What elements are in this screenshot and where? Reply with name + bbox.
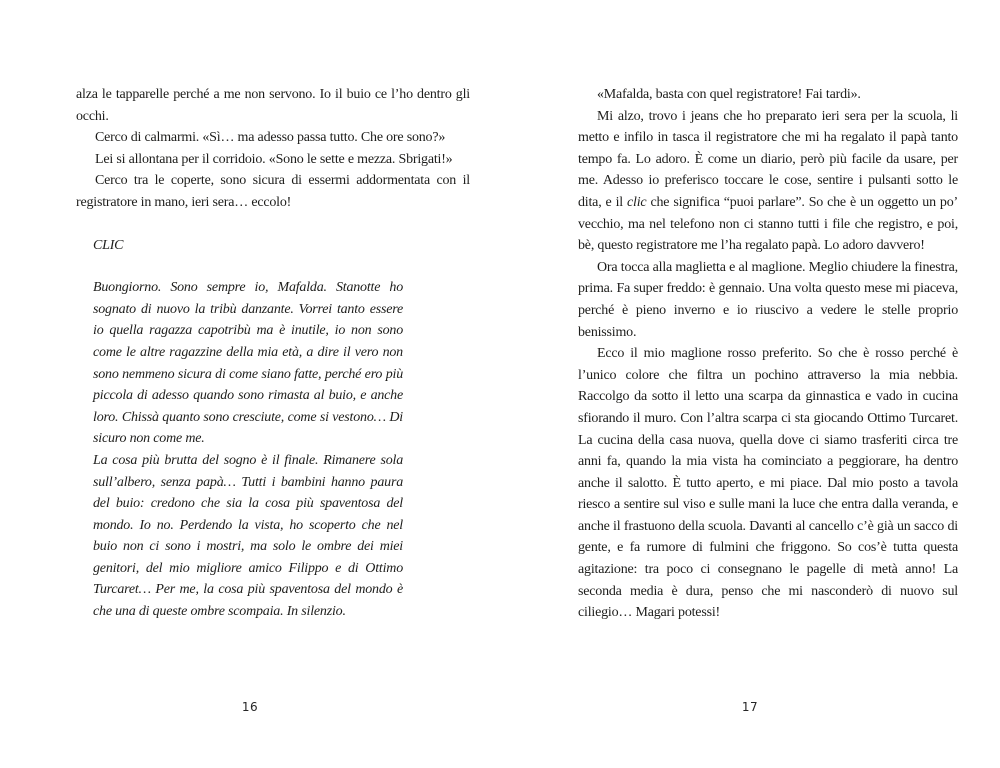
paragraph: Cerco di calmarmi. «Sì… ma adesso passa tutto. Che ore sono?» — [95, 130, 446, 146]
paragraph: Ecco il mio maglione rosso preferito. So che è rosso perché è l’unico colore che filtra un pochino attraverso la mia nebbia. Raccolgo da sotto il letto una scarpa da ginnastica e vado in cucina sfiorando il muro. Con l’altra scarpa ci sta giocando Ottimo Turcaret. La cucina della casa nuova, quella dove ci siamo trasferiti circa tre anni fa, quando la mia vista ha cominciato a peggiorare, ha dentro anche il salotto. È tutto aperto, e mi piace. Dal mio posto a tavola riesco a sentire sul viso e sulle mani la luce che entra dalla veranda, e anche il frastuono della scuola. Davanti al cancello c’è già un sacco di gente, e fa rumore di fulmini che friggono. So cos’è tutta questa agitazione: tra poco ci consegnano le pagelle di metà anno! La seconda media è dura, penso che mi nasconderò di nuovo sul ciliegio… Magari potessi! — [578, 346, 958, 621]
paragraph-continuation: alza le tapparelle perché a me non servono. Io il buio ce l’ho dentro gli occhi. — [76, 87, 470, 124]
recording-paragraph: La cosa più brutta del sogno è il finale. Rimanere sola sull’albero, senza papà… Tutti i bambini hanno paura del buio: credono che sia la cosa più spaventosa del mondo. Io no. Perdendo la vista, ho scoperto che nel buio non ci sono i mostri, ma solo le ombre dei miei genitori, del mio migliore amico Filippo e di Ottimo Turcaret… Per me, la cosa più spaventosa del mondo è che una di queste ombre scompaia. In silenzio. — [93, 452, 403, 620]
paragraph: Cerco tra le coperte, sono sicura di essermi addormentata con il registratore in mano, ieri sera… eccolo! — [76, 173, 470, 210]
italicized-word-clic: clic — [627, 194, 647, 210]
recording-paragraph: Buongiorno. Sono sempre io, Mafalda. Stanotte ho sognato di nuovo la tribù danzante. Vorrei tanto essere io quella ragazza capotribù ma è inutile, io non sono come le altre ragazzine della mia età, a dire il vero non sono nemmeno sicura di come siano fatte, perché ero più piccola di adesso quando sono rimasta al buio, e anche loro. Chissà quanto sono cresciute, come si vestono… Di sicuro non come me. — [93, 280, 403, 447]
paragraph — [578, 106, 958, 257]
paragraph-text: che significa “puoi parlare”. So che è un oggetto un po’ vecchio, ma nel telefono non ci stanno tutti i file che registro, e poi, bè, questo registratore me l’ha regalato papà. Lo adoro davvero! — [578, 194, 958, 254]
paragraph: Ora tocca alla maglietta e al maglione. Meglio chiudere la finestra, prima. Fa super freddo: è gennaio. Una volta questo mese mi piaceva, perché è pieno inverno e io riuscivo a vedere le stelle proprio benissimo. — [578, 259, 958, 340]
paragraph: Lei si allontana per il corridoio. «Sono le sette e mezza. Sbrigati!» — [95, 151, 453, 167]
page-number-left: 16 — [241, 700, 259, 714]
page-right-text — [578, 84, 958, 624]
recording-heading: CLIC — [93, 237, 124, 253]
page-left-text — [76, 84, 470, 623]
recording-transcript-block — [93, 235, 403, 623]
paragraph: «Mafalda, basta con quel registratore! Fai tardi». — [597, 87, 861, 102]
paragraph-text: Mi alzo, trovo i jeans che ho preparato ieri sera per la scuola, li metto e infilo in tasca il registratore che mi ha regalato il papà tanto tempo fa. Lo adoro. È come un diario, però più facile da usare, per me. Adesso io preferisco toccare le cose, sentire i pulsanti sotto le dita, e il — [578, 108, 958, 210]
page-number-right: 17 — [741, 700, 759, 714]
